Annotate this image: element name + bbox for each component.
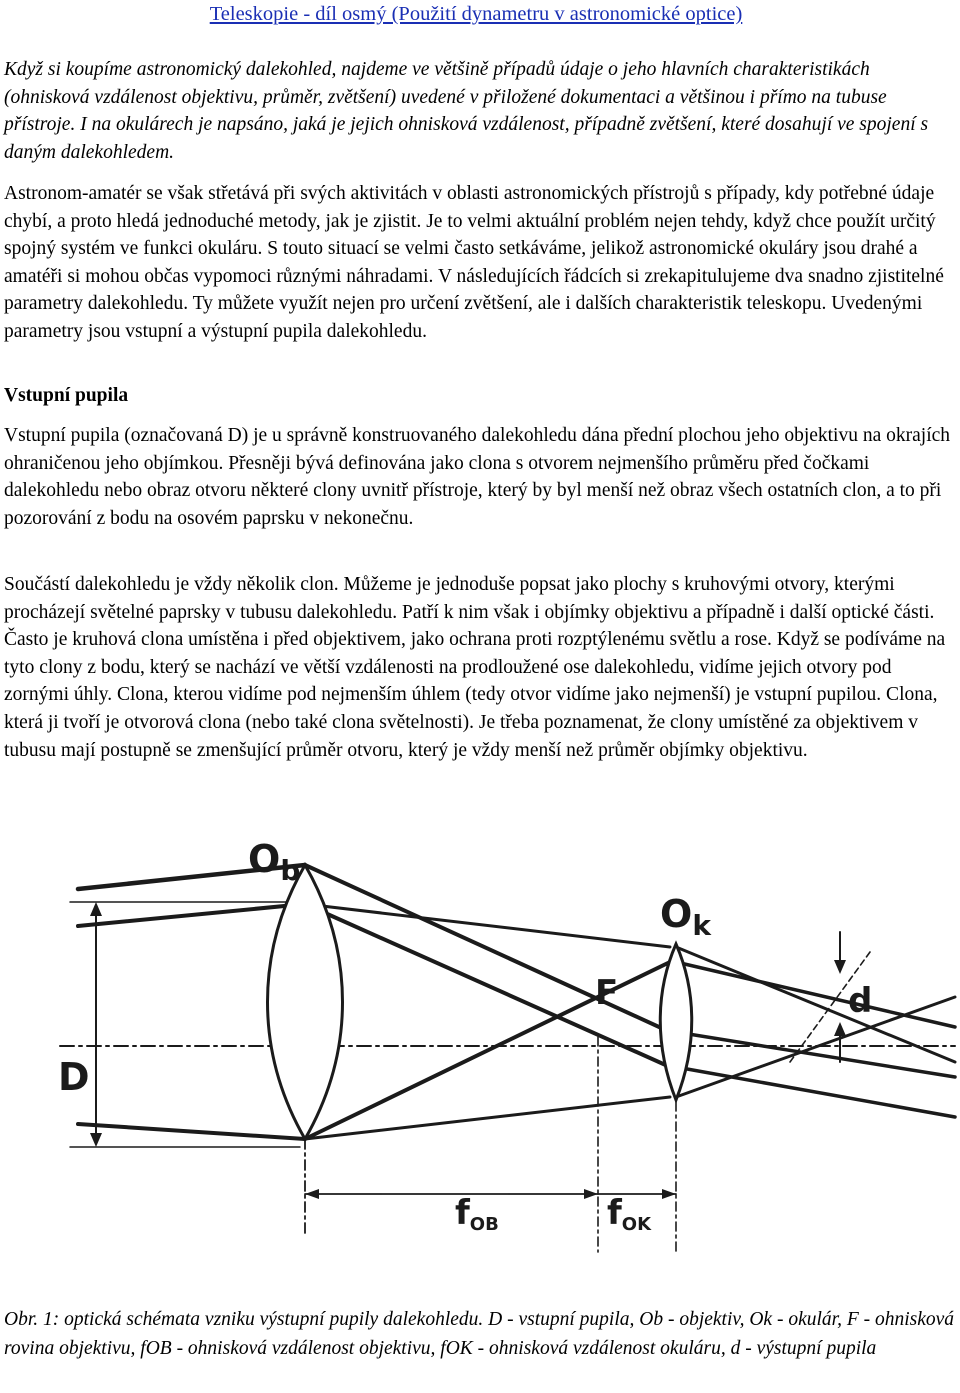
fob-arrow-left: [305, 1189, 319, 1199]
emerging-ray-3: [676, 962, 955, 1027]
converging-ray-5: [305, 1097, 670, 1139]
diagram-lines: [60, 865, 955, 1252]
exit-pupil-arrow-top: [834, 960, 846, 974]
label-fok-main: f: [607, 1193, 622, 1233]
incoming-ray-bottom: [78, 1124, 305, 1139]
diagram-labels: [58, 837, 872, 1235]
paragraph-entrance-pupil: Vstupní pupila (označovaná D) je u správně konstruovaného dalekohledu dána přední plochou jeho objektivu na okrajích ohraničenou jeho objímkou. Přesněji bývá definována jako clona s otvorem nejmenšího průměru před čočkami dalekohledu nebo obraz otvoru některé clony uvnitř přístroje, který by byl menší než obraz všech ostatních clon, a to při pozorování z bodu na osovém paprsku v nekonečnu.: [4, 425, 951, 529]
title-link[interactable]: Teleskopie - díl osmý (Použití dynametru v astronomické optice): [209, 3, 743, 25]
paragraph-apertures: Součástí dalekohledu je vždy několik clon. Můžeme je jednoduše popsat jako plochy s kruhovými otvory, kterými procházejí světelné paprsky v tubusu dalekohledu. Patří k nim však i objímky objektivu a případně i další optické části. Často je kruhová clona umístěna i před objektivem, jako ochrana proti rozptýlenému světlu a rose. Když se podíváme na tyto clony z bodu, který se nachází ve větší vzdálenosti na prodloužené ose dalekohledu, vidíme jejich otvory pod zornými úhly. Clona, kterou vidíme pod nejmenším úhlem (tedy otvor vidíme jako nejmenší) je vstupní pupilou. Clona, která ji tvoří je otvorová clona (nebo také clona světelnosti). Je třeba poznamenat, že clony umístěné za objektivem v tubusu mají postupně se zmenšující průměr otvoru, který je vždy menší než průměr objímky objektivu.: [4, 574, 946, 761]
emerging-ray-2: [676, 1067, 955, 1117]
label-ok: [660, 892, 712, 942]
figure-caption: Obr. 1: optická schémata vzniku výstupní pupily dalekohledu. D - vstupní pupila, Ob - objektiv, Ok - okulár, F - ohnisková rovina objektivu, fOB - ohnisková vzdálenost objektivu, fOK - ohnisková vzdálenost okuláru, d - výstupní pupila: [4, 1309, 955, 1359]
eyepiece-lens: [660, 944, 692, 1100]
optical-diagram: [0, 832, 960, 1300]
intro-paragraph: Když si koupíme astronomický dalekohled, najdeme ve většině případů údaje o jeho hlavních charakteristikách (ohnisková vzdálenost objektivu, průměr, zvětšení) uvedené v přiložené dokumentaci a většinou i přímo na tubuse přístroje. I na okulárech je napsáno, jaká je jejich ohnisková vzdálenost, případně zvětšení, které dosahují ve spojení s daným dalekohledem.: [4, 59, 929, 163]
label-ok-sub: k: [692, 909, 711, 942]
emerging-ray-5: [676, 947, 955, 1062]
label-ok-main: O: [660, 892, 693, 936]
incoming-ray-top-2: [78, 904, 305, 926]
label-fob-main: f: [455, 1193, 470, 1233]
converging-ray-4: [305, 904, 670, 947]
label-d-entrance: D: [58, 1055, 90, 1099]
label-f: F: [595, 973, 619, 1013]
label-fob: [455, 1193, 499, 1235]
optical-diagram-svg: [0, 832, 960, 1300]
label-fok: [607, 1193, 652, 1235]
label-fob-sub: OB: [469, 1214, 499, 1235]
paragraph-amateur: Astronom-amatér se však střetává při svých aktivitách v oblasti astronomických přístrojů s případy, kdy potřebné údaje chybí, a proto hledá jednoduché metody, jak je zjistit. Je to velmi aktuální problém nejen tehdy, když chce použít určitý spojný systém ve funkci okuláru. S touto situací se velmi často setkáváme, jelikož astronomické okuláry jsou drahé a amatéři si mohou občas vypomoci různými náhradami. V následujících řádcích si zrekapitulujeme dva snadno zjistitelné parametry dalekohledu. Ty můžete využít nejen pro určení zvětšení, ale i dalších charakteristik teleskopu. Uvedenými parametry jsou vstupní a výstupní pupila dalekohledu.: [4, 183, 944, 342]
label-ob: [248, 837, 300, 887]
label-ob-sub: b: [280, 854, 301, 887]
emerging-ray-1: [676, 1032, 955, 1077]
section-heading: Vstupní pupila: [4, 385, 129, 406]
page-title: [0, 0, 952, 28]
label-ob-main: O: [248, 837, 281, 881]
label-fok-sub: OK: [621, 1214, 652, 1235]
d-arrow-top: [90, 902, 102, 916]
label-d-exit: d: [848, 981, 873, 1021]
exit-pupil-arrow-bottom: [834, 1022, 846, 1036]
d-arrow-bottom: [90, 1133, 102, 1147]
fob-arrow-right: [584, 1189, 598, 1199]
fok-arrow-right: [662, 1189, 676, 1199]
